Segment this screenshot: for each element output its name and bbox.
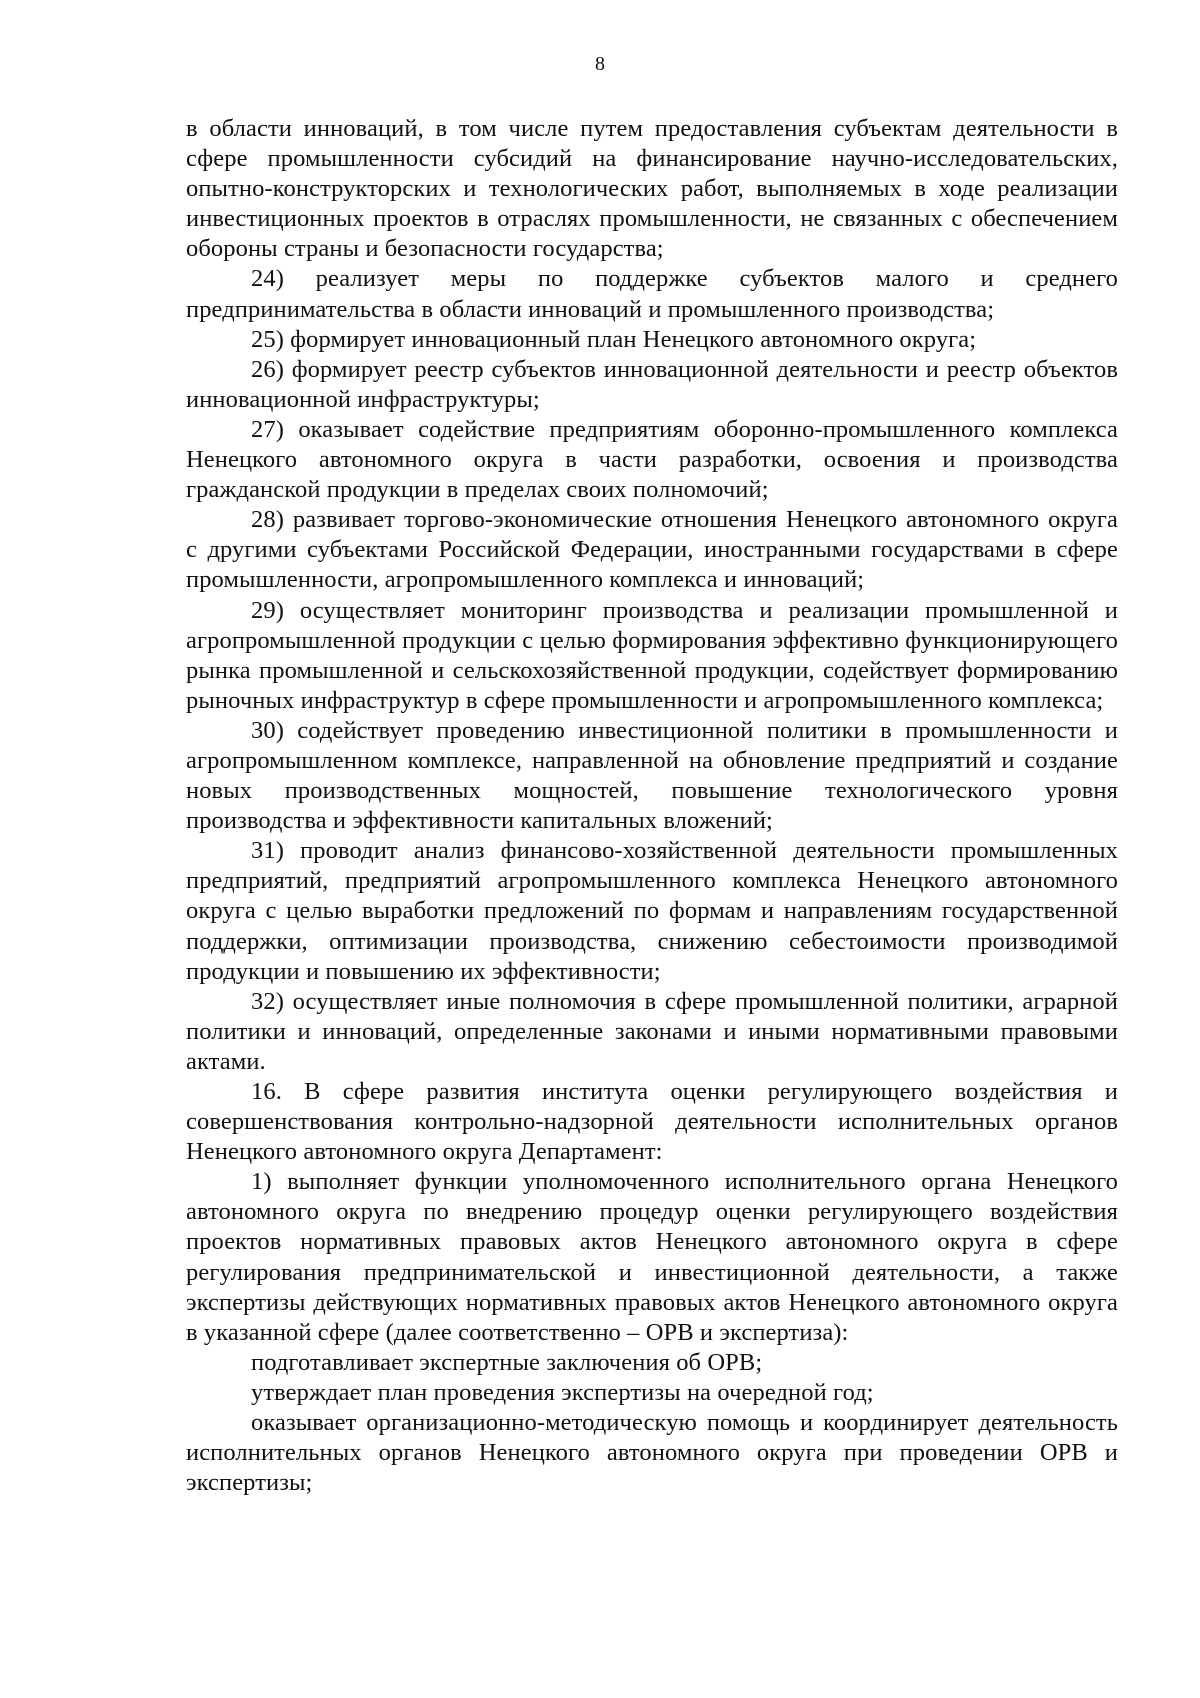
paragraph-item-24: 24) реализует меры по поддержке субъектов малого и среднего предпринимательства в области инноваций и промышленного производства; bbox=[186, 265, 1118, 323]
paragraph-item-29: 29) осуществляет мониторинг производства и реализации промышленной и агропромышленной продукции с целью формирования эффективно функционирующего рынка промышленной и сельскохозяйственной продукции, содействует формированию рыночных инфраструктур в сфере промышленности и агропромышленного комплекса; bbox=[186, 596, 1118, 714]
paragraph-section-16: 16. В сфере развития института оценки регулирующего воздействия и совершенствования контрольно-надзорной деятельности исполнительных органов Ненецкого автономного округа Департамент: bbox=[186, 1078, 1118, 1166]
document-body bbox=[186, 114, 1118, 1498]
paragraph-methodical-help: оказывает организационно-методическую помощь и координирует деятельность исполнительных органов Ненецкого автономного округа при проведении ОРВ и экспертизы; bbox=[186, 1409, 1118, 1497]
paragraph-item-32: 32) осуществляет иные полномочия в сфере промышленной политики, аграрной политики и инноваций, определенные законами и иными нормативными правовыми актами. bbox=[186, 987, 1118, 1075]
paragraph-item-30: 30) содействует проведению инвестиционной политики в промышленности и агропромышленном комплексе, направленной на обновление предприятий и создание новых производственных мощностей, повышение технологического уровня производства и эффективности капитальных вложений; bbox=[186, 716, 1118, 835]
page-number: 8 bbox=[595, 53, 605, 75]
paragraph-item-31: 31) проводит анализ финансово-хозяйственной деятельности промышленных предприятий, предприятий агропромышленного комплекса Ненецкого автономного округа с целью выработки предложений по формам и направлениям государственной поддержки, оптимизации производства, снижению себестоимости производимой продукции и повышению их эффективности; bbox=[186, 837, 1118, 985]
paragraph-orv-conclusions: подготавливает экспертные заключения об ОРВ; bbox=[251, 1348, 763, 1376]
paragraph-subitem-1: 1) выполняет функции уполномоченного исполнительного органа Ненецкого автономного округа по внедрению процедур оценки регулирующего воздействия проектов нормативных правовых актов Ненецкого автономного округа в сфере регулирования предпринимательской и инвестиционной деятельности, а также экспертизы действующих нормативных правовых актов Ненецкого автономного округа в указанной сфере (далее соответственно – ОРВ и экспертиза): bbox=[186, 1168, 1118, 1346]
paragraph-item-28: 28) развивает торгово-экономические отношения Ненецкого автономного округа с другими субъектами Российской Федерации, иностранными государствами в сфере промышленности, агропромышленного комплекса и инноваций; bbox=[186, 506, 1118, 594]
paragraph-continuation: в области инноваций, в том числе путем предоставления субъектам деятельности в сфере промышленности субсидий на финансирование научно-исследовательских, опытно-конструкторских и технологических работ, выполняемых в ходе реализации инвестиционных проектов в отраслях промышленности, не связанных с обеспечением обороны страны и безопасности государства; bbox=[186, 115, 1118, 263]
paragraph-item-26: 26) формирует реестр субъектов инновационной деятельности и реестр объектов инновационной инфраструктуры; bbox=[186, 355, 1118, 413]
paragraph-item-25: 25) формирует инновационный план Ненецкого автономного округа; bbox=[251, 325, 977, 353]
paragraph-expertise-plan: утверждает план проведения экспертизы на очередной год; bbox=[251, 1378, 874, 1406]
paragraph-item-27: 27) оказывает содействие предприятиям оборонно-промышленного комплекса Ненецкого автономного округа в части разработки, освоения и производства гражданской продукции в пределах своих полномочий; bbox=[186, 415, 1118, 504]
